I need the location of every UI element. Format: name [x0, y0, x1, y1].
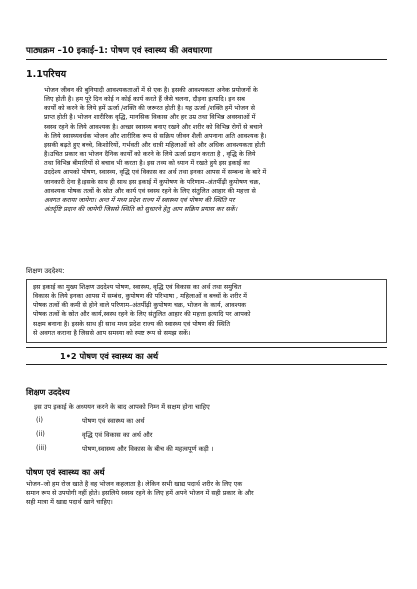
text-line: लिए होती है। हम पूरे दिन कोई न कोई कार्य करते हैं जैसे चलना, दौड़ना इत्यादि। इन सब [44, 95, 245, 104]
text-line: से अवगत कराना है जिससे आप समस्या को स्पष्ट रूप से समझ सकें। [33, 328, 191, 337]
text-line: समान रूप से उपयोगी नहीं होते। इसलिये स्वस्थ रहने के लिए हमें अपने भोजन में सही प्रकार के और [26, 489, 254, 498]
text-line: अवगत कराया जायेगा। अन्त में मध्य प्रदेश राज्य में स्वास्थ्य एवं पोषण की स्थिति पर [44, 195, 235, 204]
objective-text: पोषण,स्वास्थ्य और विकास के बीच की महत्वपूर्ण कड़ी । [82, 445, 214, 453]
objective-number: (iii) [36, 444, 47, 452]
intro-paragraph [26, 86, 387, 214]
meaning-paragraph [26, 480, 387, 507]
text-line: इस इकाई का मुख्य शिक्षण उददेश्य पोषण, स्वास्थ्य, वृद्धि एवं विकास का अर्थ तथा समुचित [33, 283, 242, 291]
text-line: है।उचित प्रकार का भोजन दैनिक कार्यों को करने के लिये ऊर्जा प्रदान करता है , वृद्धि के लिये [44, 150, 256, 159]
section-heading-intro: 1.1परिचय [26, 69, 67, 80]
text-line: सही मात्रा में खाद्य पदार्थ खाने चाहिए। [26, 498, 113, 507]
learning-objectives-heading: शिक्षण उददेश्य [26, 387, 70, 397]
text-line: कार्यों को करने के लिये हमें ऊर्जा /शक्ति की जरूरत होती है। यह ऊर्जा /शक्ति हमें भोजन से [44, 104, 255, 113]
text-line: तथा विभिन्न बीमारियों से बचाव भी करता है। इस तथ्य को ध्यान में रखते हुये इस इकाई का [44, 159, 250, 168]
section-divider-top [26, 347, 387, 348]
section-title-nutrition-health: 1•2 पोषण एवं स्वास्थ्य का अर्थ [60, 351, 159, 361]
text-line: पोषक तत्वों की कमी से होने वाले परिणाम–अंतर्पीढ़ी कुपोषण चक्र, भोजन के कार्य, आवश्यक [33, 301, 247, 310]
text-line: जानकारी देना है।इसके साथ ही साथ इस इकाई में कुपोषण के परिणाम–अंतर्पीढ़ी कुपोषण चक्र, [44, 177, 261, 186]
objective-label: शिक्षण उददेश्य: [26, 267, 65, 275]
text-line: भोजन–जो हम रोज खाते है वह भोजन कहलाता है। लेकिन सभी खाद्य पदार्थ शरीर के लिए एक [26, 480, 243, 488]
text-line: स्वस्थ रहने के लिये आवश्यक है। अच्छा स्वास्थ्य बनाए रखने और शरीर को विभिन्न रोगों से बचाने [44, 122, 263, 131]
text-line: उददेश्य आपको पोषण, स्वास्थ्य, वृद्धि एवं विकास का अर्थ तथा इनका आपस में सम्बन्ध के बारे में [44, 168, 267, 177]
section-divider-bottom [26, 364, 387, 365]
text-line: इसकी बढ़ते हुए बच्चे, किशोरियों, गर्भवती और धात्री महिलाओं को और अधिक आवश्यकता होती [44, 140, 266, 149]
text-line: सक्षम बनाना है। इसके साथ ही साथ मध्य प्रदेश राज्य की स्वास्थ्य एवं पोषण की स्थिति [33, 319, 230, 328]
text-line: प्राप्त होती है। भोजन शारीरिक वृद्धि, मानसिक विकास और हर उम्र तथा विभिन्न अवस्थाओं में [44, 113, 256, 122]
text-line: विकास के लिये इनका आपस में सम्बंध, कुपोषण की परिभाषा , महिलाओं व बच्चों के शरीर में [33, 292, 247, 301]
text-line: पोषक तत्वों के स्रोत और कार्य,स्वस्थ रहने के लिए संतुलित आहार की महत्ता इत्यादि पर आपको [33, 310, 251, 319]
meaning-heading: पोषण एवं स्वास्थ्य का अर्थ [26, 467, 105, 477]
learning-intro: इस उप इकाई के अध्ययन करने के बाद आपको निम्न में सक्षम होना चाहिए [34, 403, 210, 411]
objective-item [36, 444, 213, 453]
objective-box [26, 279, 387, 343]
objective-number: (ii) [36, 430, 45, 438]
objective-item [36, 416, 145, 425]
text-line: भोजन जीवन की बुनियादी आवश्यकताओं में से एक है। इसकी आवश्यकता अनेक प्रयोजनों के [44, 86, 258, 94]
objective-number: (i) [36, 416, 43, 424]
text-line: आवश्यक पोषक तत्वों के स्रोत और कार्य एवं स्वस्थ रहने के लिए संतुलित आहार की महत्ता से [44, 186, 256, 195]
text-line: अंतर्दृष्टि प्रदान की जायेगी जिससे स्थिति को सुधारने हेतु आप सक्रिय प्रयास कर सकें। [44, 205, 238, 214]
objective-paragraph [33, 283, 383, 338]
objective-item [36, 430, 153, 439]
page-header: पाठ्यक्रम –10 इकाई–1: पोषण एवं स्वास्थ्य की अवधारणा [26, 44, 387, 60]
text-line: के लिये स्वास्थ्यवर्धक भोजन और शारीरिक रूप से सक्रिय जीवन शैली अपनाना अति आवश्यक है। [44, 131, 267, 140]
objective-text: पोषण एवं स्वास्थ्य का अर्थ [82, 417, 145, 425]
objective-text: वृद्धि एवं विकास का अर्थ और [82, 431, 153, 439]
